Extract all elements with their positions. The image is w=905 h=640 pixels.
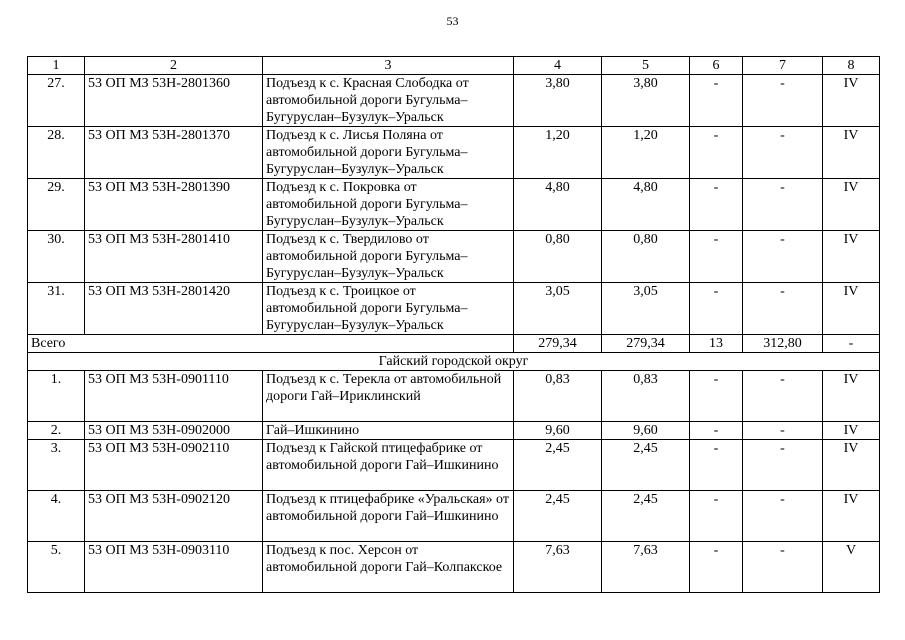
header-row xyxy=(28,57,880,75)
row-number: 28. xyxy=(28,127,85,179)
length-cell: 3,05 xyxy=(514,283,602,335)
length-cell: 9,60 xyxy=(602,422,690,440)
length-cell: 1,20 xyxy=(514,127,602,179)
row-number: 31. xyxy=(28,283,85,335)
category-cell: IV xyxy=(823,422,880,440)
table-row xyxy=(28,231,880,283)
category-cell: V xyxy=(823,542,880,593)
category-cell: IV xyxy=(823,440,880,491)
header-cell: 6 xyxy=(690,57,743,75)
row-number: 3. xyxy=(28,440,85,491)
row-number: 2. xyxy=(28,422,85,440)
category-cell: IV xyxy=(823,283,880,335)
count-cell: - xyxy=(743,127,823,179)
road-name: Подъезд к с. Троицкое от автомобильной дороги Бугульма–Бугуруслан–Бузулук–Уральск xyxy=(263,283,514,335)
count-cell: - xyxy=(690,422,743,440)
length-cell: 4,80 xyxy=(602,179,690,231)
length-cell: 2,45 xyxy=(514,491,602,542)
category-cell: IV xyxy=(823,75,880,127)
count-cell: - xyxy=(690,179,743,231)
row-number: 27. xyxy=(28,75,85,127)
category-cell: IV xyxy=(823,371,880,422)
road-code: 53 ОП МЗ 53Н-2801360 xyxy=(85,75,263,127)
length-cell: 0,83 xyxy=(514,371,602,422)
category-cell: IV xyxy=(823,127,880,179)
table-row xyxy=(28,440,880,491)
road-name: Подъезд к с. Терекла от автомобильной дороги Гай–Ириклинский xyxy=(263,371,514,422)
road-code: 53 ОП МЗ 53Н-2801390 xyxy=(85,179,263,231)
road-name: Подъезд к Гайской птицефабрике от автомобильной дороги Гай–Ишкинино xyxy=(263,440,514,491)
section-title: Гайский городской округ xyxy=(28,353,880,371)
count-cell: - xyxy=(743,371,823,422)
road-code: 53 ОП МЗ 53Н-0902120 xyxy=(85,491,263,542)
category-cell: IV xyxy=(823,231,880,283)
road-name: Подъезд к птицефабрике «Уральская» от автомобильной дороги Гай–Ишкинино xyxy=(263,491,514,542)
road-name: Гай–Ишкинино xyxy=(263,422,514,440)
table-row xyxy=(28,491,880,542)
count-cell: - xyxy=(743,491,823,542)
road-name: Подъезд к с. Лисья Поляна от автомобильной дороги Бугульма–Бугуруслан–Бузулук–Уральск xyxy=(263,127,514,179)
row-number: 30. xyxy=(28,231,85,283)
table-row xyxy=(28,179,880,231)
count-cell: - xyxy=(743,231,823,283)
header-cell: 3 xyxy=(263,57,514,75)
length-cell: 1,20 xyxy=(602,127,690,179)
roads-table xyxy=(27,56,880,593)
length-cell: 4,80 xyxy=(514,179,602,231)
row-number: 4. xyxy=(28,491,85,542)
header-cell: 4 xyxy=(514,57,602,75)
count-cell: - xyxy=(743,283,823,335)
count-cell: - xyxy=(690,283,743,335)
row-number: 1. xyxy=(28,371,85,422)
count-cell: - xyxy=(743,75,823,127)
count-cell: - xyxy=(690,231,743,283)
road-name: Подъезд к пос. Херсон от автомобильной дороги Гай–Колпакское xyxy=(263,542,514,593)
count-cell: - xyxy=(690,75,743,127)
table-row xyxy=(28,542,880,593)
table-row xyxy=(28,371,880,422)
road-name: Подъезд к с. Покровка от автомобильной дороги Бугульма–Бугуруслан–Бузулук–Уральск xyxy=(263,179,514,231)
header-cell: 2 xyxy=(85,57,263,75)
header-cell: 8 xyxy=(823,57,880,75)
count-cell: - xyxy=(743,440,823,491)
page-number: 53 xyxy=(446,14,459,28)
table-row xyxy=(28,75,880,127)
road-code: 53 ОП МЗ 53Н-2801410 xyxy=(85,231,263,283)
row-number: 5. xyxy=(28,542,85,593)
total-cell: 13 xyxy=(690,335,743,353)
road-code: 53 ОП МЗ 53Н-2801370 xyxy=(85,127,263,179)
category-cell: IV xyxy=(823,491,880,542)
length-cell: 3,05 xyxy=(602,283,690,335)
length-cell: 3,80 xyxy=(514,75,602,127)
total-cell: - xyxy=(823,335,880,353)
count-cell: - xyxy=(690,440,743,491)
count-cell: - xyxy=(690,542,743,593)
count-cell: - xyxy=(743,179,823,231)
total-cell: 279,34 xyxy=(602,335,690,353)
section-row xyxy=(28,353,880,371)
length-cell: 3,80 xyxy=(602,75,690,127)
length-cell: 0,80 xyxy=(514,231,602,283)
table-row xyxy=(28,422,880,440)
count-cell: - xyxy=(690,371,743,422)
total-cell: 312,80 xyxy=(743,335,823,353)
road-code: 53 ОП МЗ 53Н-2801420 xyxy=(85,283,263,335)
road-name: Подъезд к с. Твердилово от автомобильной дороги Бугульма–Бугуруслан–Бузулук–Уральск xyxy=(263,231,514,283)
row-number: 29. xyxy=(28,179,85,231)
length-cell: 7,63 xyxy=(602,542,690,593)
length-cell: 2,45 xyxy=(602,491,690,542)
length-cell: 2,45 xyxy=(514,440,602,491)
count-cell: - xyxy=(743,422,823,440)
road-code: 53 ОП МЗ 53Н-0901110 xyxy=(85,371,263,422)
length-cell: 2,45 xyxy=(602,440,690,491)
count-cell: - xyxy=(690,127,743,179)
length-cell: 0,80 xyxy=(602,231,690,283)
length-cell: 9,60 xyxy=(514,422,602,440)
road-name: Подъезд к с. Красная Слободка от автомобильной дороги Бугульма–Бугуруслан–Бузулук–Уральск xyxy=(263,75,514,127)
count-cell: - xyxy=(690,491,743,542)
length-cell: 0,83 xyxy=(602,371,690,422)
total-label: Всего xyxy=(28,335,514,353)
road-code: 53 ОП МЗ 53Н-0902000 xyxy=(85,422,263,440)
total-row xyxy=(28,335,880,353)
header-cell: 7 xyxy=(743,57,823,75)
table-row xyxy=(28,127,880,179)
count-cell: - xyxy=(743,542,823,593)
road-code: 53 ОП МЗ 53Н-0902110 xyxy=(85,440,263,491)
table-row xyxy=(28,283,880,335)
total-cell: 279,34 xyxy=(514,335,602,353)
category-cell: IV xyxy=(823,179,880,231)
header-cell: 1 xyxy=(28,57,85,75)
length-cell: 7,63 xyxy=(514,542,602,593)
header-cell: 5 xyxy=(602,57,690,75)
road-code: 53 ОП МЗ 53Н-0903110 xyxy=(85,542,263,593)
